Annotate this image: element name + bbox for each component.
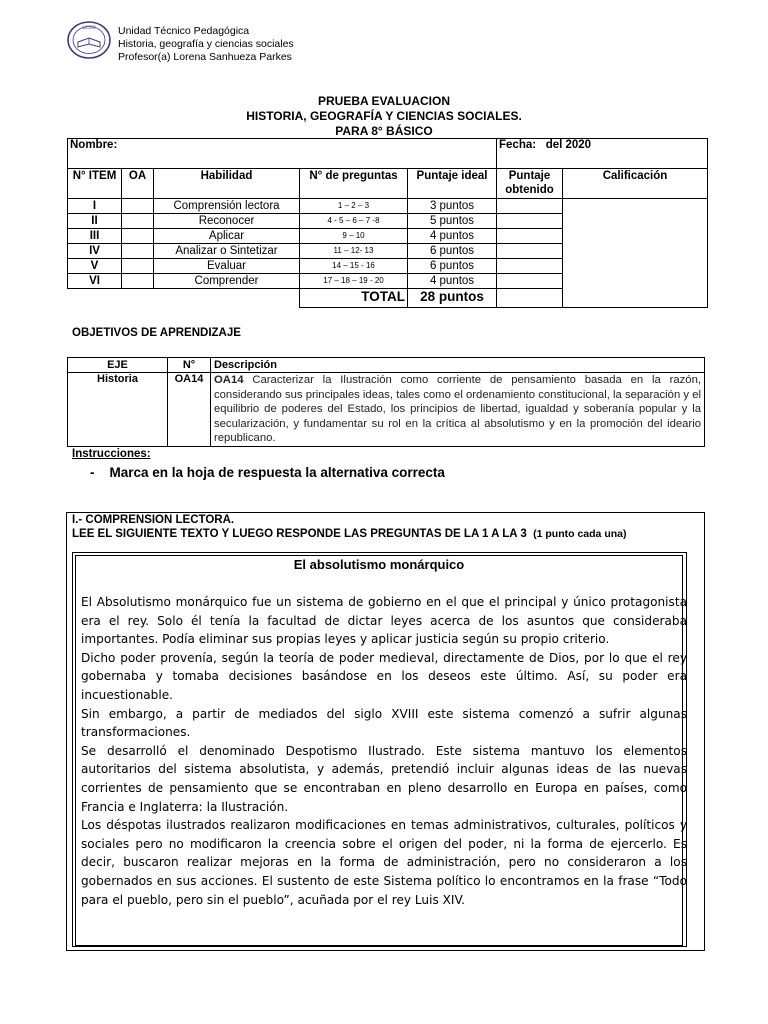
paragraph: El Absolutismo monárquico fue un sistema de gobierno en el que el principal y único protagonista era el rey. Solo él tenía la facultad de dictar leyes acerca de los asuntos que consideraba importantes. Podía eliminar sus propias leyes y aplicar justicia según su propio criterio. [81, 595, 687, 647]
paragraph: Se desarrolló el denominado Despotismo Ilustrado. Este sistema mantuvo los elementos autoritarios del sistema absolutista, y además, pretendió incluir algunas ideas de las nuevas corrientes de pensamiento que se encontraban en pleno desarrollo en Europa en países, como Francia e Inglaterra: la Ilustración. [81, 743, 687, 814]
col-oa: OA [122, 169, 154, 199]
exam-title: PRUEBA EVALUACION [317, 94, 450, 108]
name-field[interactable]: Nombre: [68, 139, 497, 169]
school-logo [66, 20, 112, 60]
table-row: IV Analizar o Sintetizar 11 – 12- 13 6 puntos [68, 244, 708, 259]
exam-grade: PARA 8° BÁSICO [335, 124, 433, 138]
section-heading: I.- COMPRENSION LECTORA. [72, 514, 235, 526]
description-cell: OA14 Caracterizar la Ilustración como corriente de pensamiento basada en la razón, considerando sus principales ideas, tales como el ordenamiento constitucional, la separación y el equilibrio de poderes del Estado, los principios de libertad, igualdad y soberanía popular y la secularización, y fundamentar su rol en la crítica al absolutismo y en la promoción del ideario republicano. [211, 373, 705, 447]
reading-title: El absolutismo monárquico [293, 557, 465, 572]
exam-subject: HISTORIA, GEOGRAFÍA Y CIENCIAS SOCIALES. [246, 109, 522, 123]
col-calificacion: Calificación [563, 169, 708, 199]
table-row: II Reconocer 4 - 5 – 6 – 7 -8 5 puntos [68, 214, 708, 229]
objectives-table: EJE N° Descripción Historia OA14 OA14 Caracterizar la Ilustración como corriente de pensamiento basada en la razón, considerando sus principales ideas, tales como el ordenamiento constitucional, la separación y el equilibrio de poderes del Estado, los principios de libertad, igualdad y soberanía popular y la secularización, y fundamentar su rol en la crítica al absolutismo y en la promoción del ideario republicano. [67, 357, 705, 447]
reading-text [81, 593, 687, 909]
summary-table [67, 138, 708, 308]
col-puntaje-obtenido: Puntaje obtenido [497, 169, 563, 199]
section-subheading: LEE EL SIGUIENTE TEXTO Y LUEGO RESPONDE LAS PREGUNTAS DE LA 1 A LA 3 (1 punto cada una) [72, 528, 627, 540]
paragraph: Dicho poder provenía, según la teoría de poder medieval, directamente de Dios, por lo que el rey gobernaba y tomaba decisiones basándose en los deseos este último. Así, su poder era incuestionable. [81, 650, 687, 702]
date-field[interactable]: Fecha: del 2020 [497, 139, 708, 169]
svg-text:LICEO: LICEO [82, 26, 96, 31]
objectives-title: OBJETIVOS DE APRENDIZAJE [72, 327, 241, 339]
eje-cell: Historia [68, 373, 168, 447]
col-habilidad: Habilidad [154, 169, 300, 199]
col-puntaje-ideal: Puntaje ideal [408, 169, 497, 199]
instructions-label: Instrucciones: [72, 448, 151, 460]
grade-cell[interactable] [563, 199, 708, 308]
header-subject: Historia, geografía y ciencias sociales [118, 38, 294, 50]
header-teacher: Profesor(a) Lorena Sanhueza Parkes [118, 51, 292, 63]
table-row: VI Comprender 17 – 18 – 19 - 20 4 puntos [68, 274, 708, 289]
total-row: TOTAL 28 puntos [68, 289, 708, 308]
oa-cell: OA14 [168, 373, 211, 447]
header-unit: Unidad Técnico Pedagógica [118, 25, 250, 37]
col-item: N° ITEM [68, 169, 122, 199]
table-row: I Comprensión lectora 1 – 2 – 3 3 puntos [68, 199, 708, 214]
paragraph: Sin embargo, a partir de mediados del siglo XVIII este sistema comenzó a sufrir algunas transformaciones. [81, 706, 687, 740]
col-preguntas: N° de preguntas [300, 169, 408, 199]
table-row: V Evaluar 14 – 15 - 16 6 puntos [68, 259, 708, 274]
instruction-item: - Marca en la hoja de respuesta la alternativa correcta [90, 465, 445, 480]
paragraph: Los déspotas ilustrados realizaron modificaciones en temas administrativos, culturales, políticos y sociales pero no modificaron la creencia sobre el origen del poder, ni la forma de ejercerlo. Es decir, buscaron realizar mejoras en la forma de administración, pero no consideraron a los gobernados en sus acciones. El sustento de este Sistema político lo encontramos en la frase “Todo para el pueblo, pero sin el pueblo”, acuñada por el rey Luis XIV. [81, 818, 687, 907]
table-row: III Aplicar 9 – 10 4 puntos [68, 229, 708, 244]
